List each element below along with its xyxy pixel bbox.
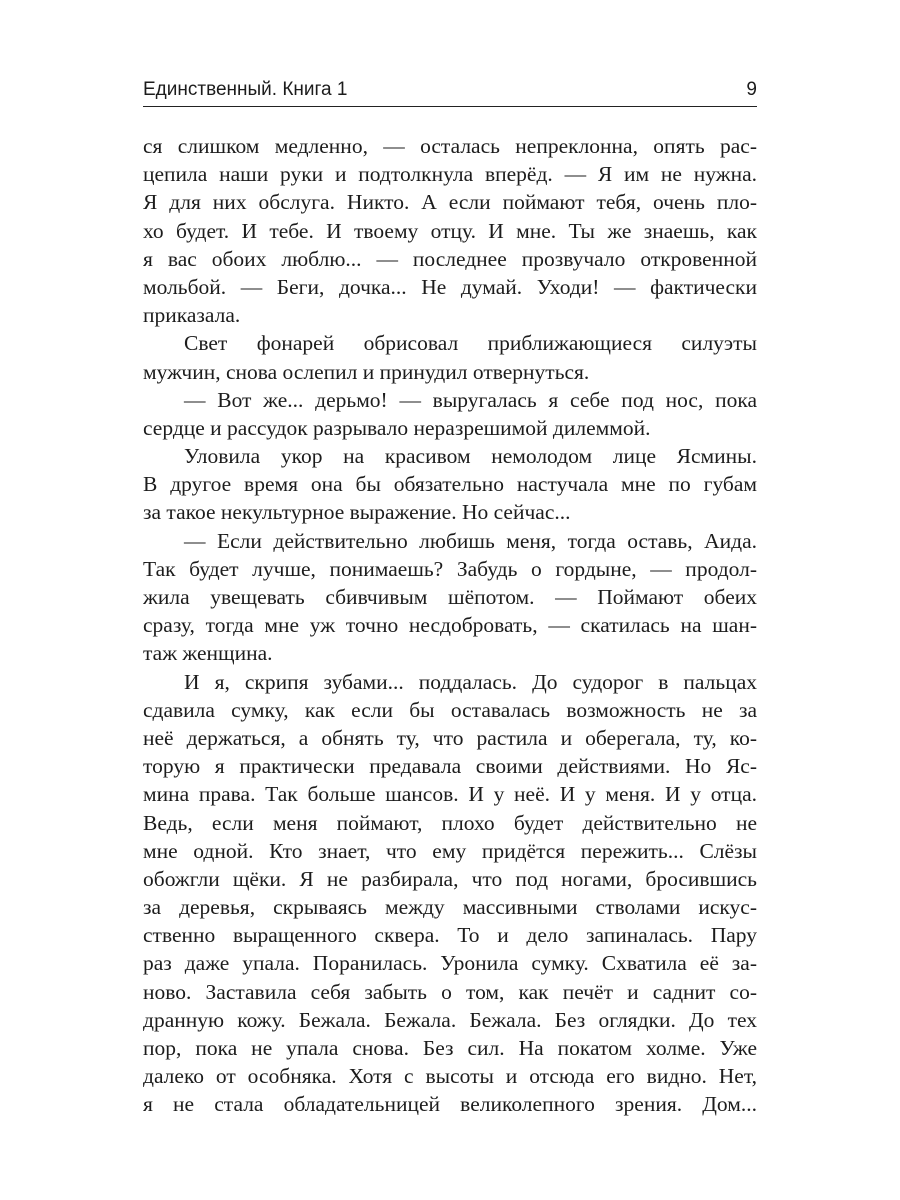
text-line: ново. Заставила себя забыть о том, как печёт и саднит со- [143,979,757,1004]
text-line: Уловила укор на красивом немолодом лице Ясмины. [184,444,757,469]
text-line: В другое время она бы обязательно настучала мне по губам [143,472,757,497]
text-line: цепила наши руки и подтолкнула вперёд. — Я им не нужна. [143,162,757,187]
text-line: приказала. [143,303,241,328]
text-line: Свет фонарей обрисовал приближающиеся силуэты [184,331,757,356]
text-line: я вас обоих люблю... — последнее прозвучало откровенной [143,246,757,271]
text-line: жила увещевать сбивчивым шёпотом. — Поймают обеих [143,585,757,609]
body-text [143,132,757,1119]
text-line: Так будет лучше, понимаешь? Забудь о гордыне, — продол- [143,556,757,581]
text-line: далеко от особняка. Хотя с высоты и отсюда его видно. Нет, [143,1064,757,1089]
page-number: 9 [746,79,757,100]
text-line: сдавила сумку, как если бы оставалась возможность не за [143,697,757,722]
text-line: ственно выращенного сквера. То и дело запиналась. Пару [143,923,757,948]
text-line: дранную кожу. Бежала. Бежала. Бежала. Без оглядки. До тех [143,1007,757,1032]
running-header [143,76,757,107]
text-line: Ведь, если меня поймают, плохо будет действительно не [143,810,757,835]
text-line: Я для них обслуга. Никто. А если поймают тебя, очень пло- [143,190,757,215]
text-line: мина права. Так больше шансов. И у неё. И у меня. И у отца. [143,782,757,807]
text-line: торую я практически предавала своими действиями. Но Яс- [143,754,757,779]
text-line: за такое некультурное выражение. Но сейчас... [143,500,571,525]
text-line: — Если действительно любишь меня, тогда оставь, Аида. [184,528,757,553]
book-title: Единственный. Книга 1 [143,79,348,100]
text-line: И я, скрипя зубами... поддалась. До судорог в пальцах [184,669,757,694]
text-line: обожгли щёки. Я не разбирала, что под ногами, бросившись [143,866,757,891]
text-line: ся слишком медленно, — осталась непреклонна, опять рас- [143,134,757,158]
text-line: за деревья, скрываясь между массивными стволами искус- [143,895,757,920]
text-line: неё держаться, а обнять ту, что растила и оберегала, ту, ко- [143,725,757,750]
text-line: раз даже упала. Поранилась. Уронила сумку. Схватила её за- [143,951,757,976]
text-line: пор, пока не упала снова. Без сил. На покатом холме. Уже [143,1036,757,1060]
text-line: сердце и рассудок разрывало неразрешимой дилеммой. [143,415,651,440]
text-line: я не стала обладательницей великолепного зрения. Дом... [143,1092,757,1117]
text-line: хо будет. И тебе. И твоему отцу. И мне. Ты же знаешь, как [143,218,757,243]
text-line: — Вот же... дерьмо! — выругалась я себе под нос, пока [184,387,757,412]
text-line: мольбой. — Беги, дочка... Не думай. Уходи! — фактически [143,274,757,299]
text-line: сразу, тогда мне уж точно несдобровать, — скатилась на шан- [143,613,757,638]
text-line: мне одной. Кто знает, что ему придётся пережить... Слёзы [143,838,757,863]
text-line: мужчин, снова ослепил и принудил отвернуться. [143,359,590,384]
text-line: таж женщина. [143,641,273,666]
